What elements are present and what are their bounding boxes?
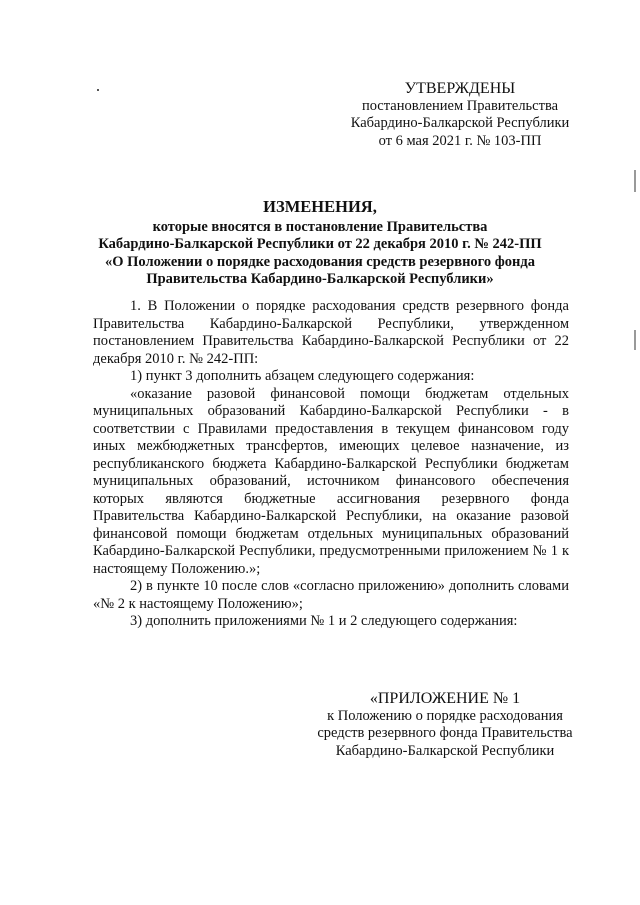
paragraph: 1) пункт 3 дополнить абзацем следующего содержания:	[130, 368, 475, 384]
appendix-title: «ПРИЛОЖЕНИЕ № 1	[369, 690, 521, 707]
scan-speck	[97, 89, 99, 91]
scan-edge-mark-top	[634, 170, 636, 192]
heading-line: Кабардино-Балкарской Республики от 22 декабря 2010 г. № 242-ПП	[98, 236, 542, 252]
approval-line: Кабардино-Балкарской Республики	[350, 115, 570, 131]
appendix-line: к Положению о порядке расходования	[327, 707, 563, 724]
heading-line: «О Положении о порядке расходования средств резервного фонда	[105, 253, 535, 270]
appendix-line: Кабардино-Балкарской Республики	[335, 742, 555, 759]
approval-line: постановлением Правительства	[361, 97, 559, 114]
heading-line: которые вносятся в постановление Правительства	[152, 218, 488, 235]
approval-title: УТВЕРЖДЕНЫ	[404, 80, 516, 97]
document-heading	[60, 198, 580, 289]
heading-title: ИЗМЕНЕНИЯ,	[263, 197, 377, 216]
approval-stamp	[310, 80, 610, 150]
appendix-header	[300, 690, 590, 760]
approval-date: от 6 мая 2021 г. № 103-ПП	[378, 132, 542, 149]
scan-edge-mark-bottom	[634, 330, 636, 350]
paragraph: 3) дополнить приложениями № 1 и 2 следующего содержания:	[130, 613, 518, 629]
paragraph: 1. В Положении о порядке расходования средств резервного фонда Правительства Кабардино-Балкарской Республики, утвержденном постановлением Правительства Кабардино-Балкарской Республики от 22 декабря 2010 г. № 242-ПП:	[93, 298, 569, 367]
heading-line: Правительства Кабардино-Балкарской Республики»	[146, 271, 494, 287]
appendix-line: средств резервного фонда Правительства	[317, 725, 573, 741]
paragraph: «оказание разовой финансовой помощи бюджетам отдельных муниципальных образований Кабардино-Балкарской Республики - в соответствии с Правилами предоставления в текущем финансовом году иных межбюджетных трансфертов, имеющих целевое назначение, из республиканского бюджета Кабардино-Балкарской Республики бюджетам муниципальных образований, источником финансового обеспечения которых являются бюджетные ассигнования резервного фонда Правительства Кабардино-Балкарской Республики, на оказание разовой финансовой помощи бюджетам отдельных муниципальных образований Кабардино-Балкарской Республики, предусмотренными приложением № 1 к настоящему Положению.»;	[93, 385, 569, 577]
document-body	[93, 298, 569, 631]
paragraph: 2) в пункте 10 после слов «согласно приложению» дополнить словами «№ 2 к настоящему Положению»;	[93, 578, 569, 612]
